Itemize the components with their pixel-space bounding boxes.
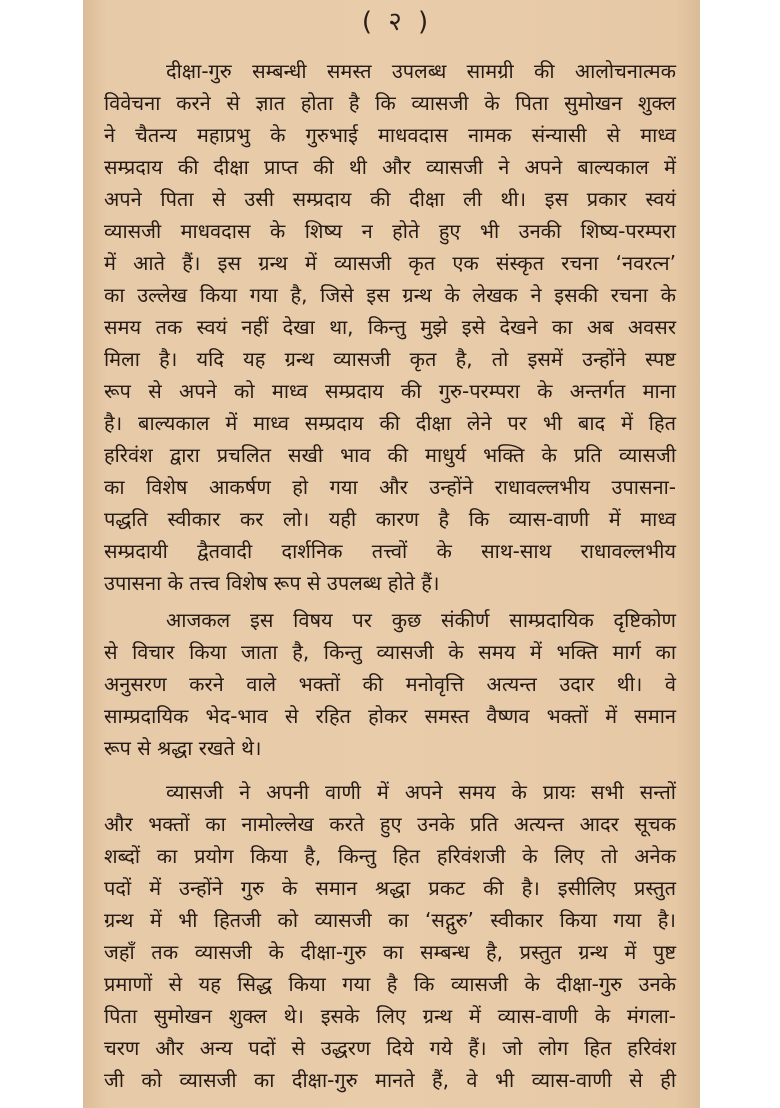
text-line: पदों में उन्होंने गुरु के समान श्रद्धा प्रकट की है। इसीलिए प्रस्तुत: [104, 876, 676, 900]
text-line: साम्प्रदायिक भेद-भाव से रहित होकर समस्त वैष्णव भक्तों में समान: [104, 704, 676, 728]
text-line: उपासना के तत्त्व विशेष रूप से उपलब्ध होते हैं।: [104, 571, 440, 595]
text-line: में आते हैं। इस ग्रन्थ में व्यासजी कृत एक संस्कृत रचना ‘नवरत्न’: [104, 251, 676, 275]
text-line: सम्प्रदाय की दीक्षा प्राप्त की थी और व्यासजी ने अपने बाल्यकाल में: [104, 155, 676, 179]
text-line: जी को व्यासजी का दीक्षा-गुरु मानते हैं, वे भी व्यास-वाणी से ही: [104, 1068, 676, 1092]
text-line: का उल्लेख किया गया है, जिसे इस ग्रन्थ के लेखक ने इसकी रचना के: [104, 283, 676, 307]
text-line: शब्दों का प्रयोग किया है, किन्तु हित हरिवंशजी के लिए तो अनेक: [104, 844, 676, 868]
text-line: है। बाल्यकाल में माध्व सम्प्रदाय की दीक्षा लेने पर भी बाद में हित: [104, 411, 676, 435]
text-line: और भक्तों का नामोल्लेख करते हुए उनके प्रति अत्यन्त आदर सूचक: [104, 812, 676, 836]
text-line: से विचार किया जाता है, किन्तु व्यासजी के समय में भक्ति मार्ग का: [104, 640, 676, 664]
text-line: ग्रन्थ में भी हितजी को व्यासजी का ‘सद्गुरु’ स्वीकार किया गया है।: [104, 908, 676, 932]
text-line: अनुसरण करने वाले भक्तों की मनोवृत्ति अत्यन्त उदार थी। वे: [104, 672, 676, 696]
text-line: रूप से श्रद्धा रखते थे।: [104, 736, 262, 760]
text-line: पद्धति स्वीकार कर लो। यही कारण है कि व्यास-वाणी में माध्व: [104, 507, 676, 531]
text-line: जहाँ तक व्यासजी के दीक्षा-गुरु का सम्बन्ध है, प्रस्तुत ग्रन्थ में पुष्ट: [104, 940, 676, 964]
text-line: विवेचना करने से ज्ञात होता है कि व्यासजी के पिता सुमोखन शुक्ल: [104, 91, 676, 115]
text-line: रूप से अपने को माध्व सम्प्रदाय की गुरु-परम्परा के अन्तर्गत माना: [104, 379, 676, 403]
text-line: मिला है। यदि यह ग्रन्थ व्यासजी कृत है, तो इसमें उन्होंने स्पष्ट: [104, 347, 676, 371]
text-line: व्यासजी माधवदास के शिष्य न होते हुए भी उनकी शिष्य-परम्परा: [104, 219, 676, 243]
text-line: प्रमाणों से यह सिद्ध किया गया है कि व्यासजी के दीक्षा-गुरु उनके: [104, 972, 676, 996]
text-line: दीक्षा-गुरु सम्बन्धी समस्त उपलब्ध सामग्री की आलोचनात्मक: [166, 59, 676, 83]
text-line: अपने पिता से उसी सम्प्रदाय की दीक्षा ली थी। इस प्रकार स्वयं: [104, 187, 676, 211]
text-line: आजकल इस विषय पर कुछ संकीर्ण साम्प्रदायिक दृष्टिकोण: [166, 608, 676, 632]
text-line: ने चैतन्य महाप्रभु के गुरुभाई माधवदास नामक संन्यासी से माध्व: [104, 123, 676, 147]
text-line: पिता सुमोखन शुक्ल थे। इसके लिए ग्रन्थ में व्यास-वाणी के मंगला-: [104, 1004, 676, 1028]
page-number: ( २ ): [361, 7, 429, 37]
text-line: व्यासजी ने अपनी वाणी में अपने समय के प्रायः सभी सन्तों: [166, 780, 676, 804]
text-line: समय तक स्वयं नहीं देखा था, किन्तु मुझे इसे देखने का अब अवसर: [104, 315, 676, 339]
text-line: का विशेष आकर्षण हो गया और उन्होंने राधावल्लभीय उपासना-: [104, 475, 676, 499]
text-line: सम्प्रदायी द्वैतवादी दार्शनिक तत्त्वों के साथ-साथ राधावल्लभीय: [104, 539, 676, 563]
text-line: हरिवंश द्वारा प्रचलित सखी भाव की माधुर्य भक्ति के प्रति व्यासजी: [104, 443, 676, 467]
text-line: चरण और अन्य पदों से उद्धरण दिये गये हैं। जो लोग हित हरिवंश: [104, 1036, 676, 1060]
